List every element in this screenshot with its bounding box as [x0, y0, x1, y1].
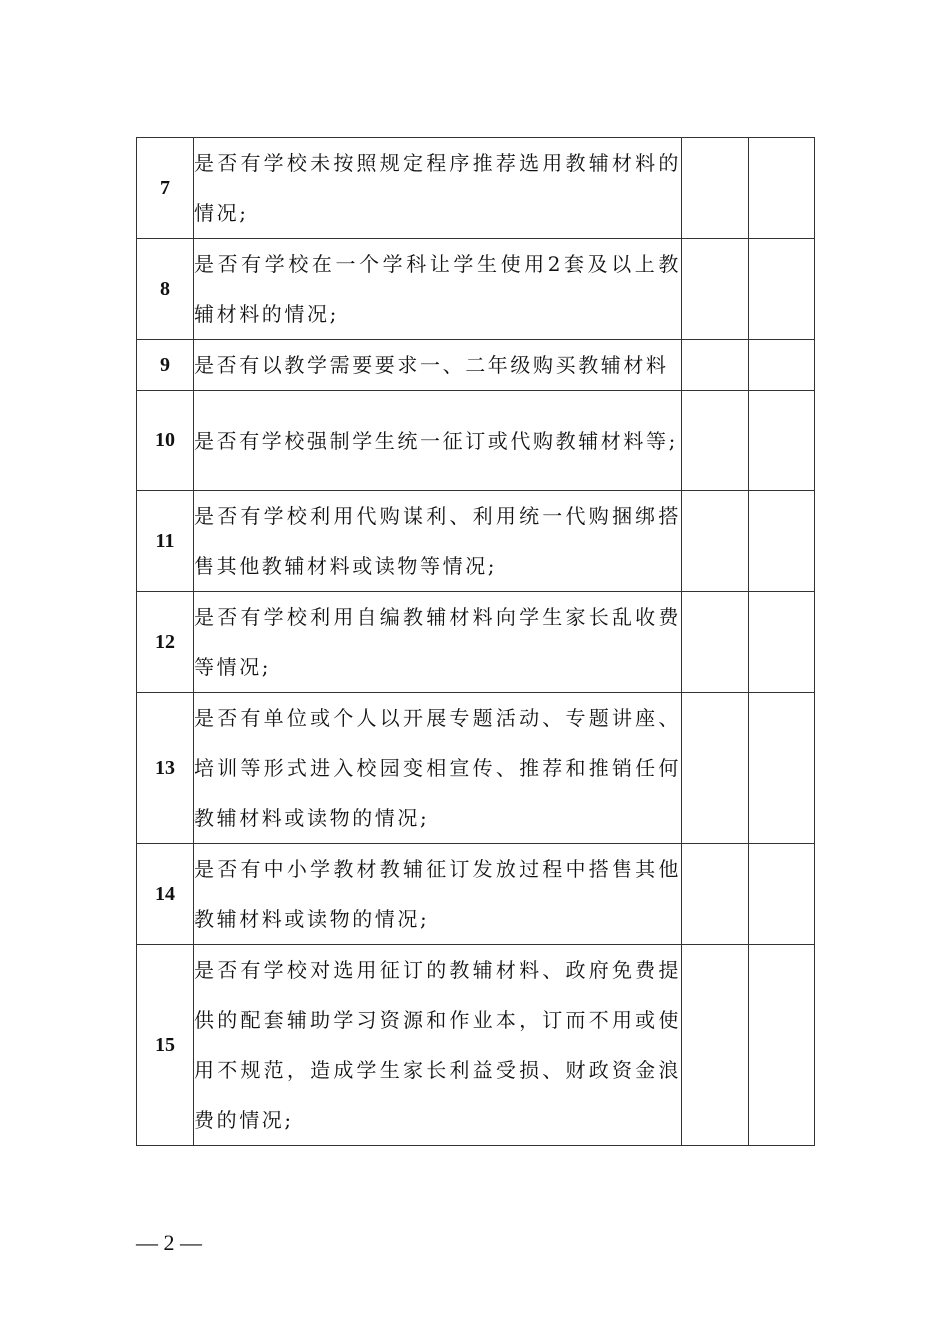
result-cell-a[interactable] [682, 138, 749, 239]
table-row [137, 592, 815, 693]
result-cell-a[interactable] [682, 945, 749, 1146]
check-item-text: 是否有学校利用自编教辅材料向学生家长乱收费等情况; [194, 592, 682, 693]
check-item-text: 是否有学校利用代购谋利、利用统一代购捆绑搭售其他教辅材料或读物等情况; [194, 491, 682, 592]
table-row [137, 491, 815, 592]
table-row [137, 844, 815, 945]
result-cell-a[interactable] [682, 391, 749, 491]
table-row [137, 239, 815, 340]
result-cell-a[interactable] [682, 239, 749, 340]
inspection-checklist-table [136, 137, 815, 1146]
result-cell-b[interactable] [749, 491, 815, 592]
row-number: 9 [137, 340, 194, 391]
check-item-text: 是否有学校在一个学科让学生使用2套及以上教辅材料的情况; [194, 239, 682, 340]
result-cell-b[interactable] [749, 340, 815, 391]
check-item-text: 是否有学校对选用征订的教辅材料、政府免费提供的配套辅助学习资源和作业本，订而不用或使用不规范，造成学生家长利益受损、财政资金浪费的情况; [194, 945, 682, 1146]
row-number: 12 [137, 592, 194, 693]
check-item-text: 是否有学校未按照规定程序推荐选用教辅材料的情况; [194, 138, 682, 239]
result-cell-a[interactable] [682, 592, 749, 693]
table-row [137, 945, 815, 1146]
row-number: 10 [137, 391, 194, 491]
result-cell-a[interactable] [682, 491, 749, 592]
table-row [137, 693, 815, 844]
row-number: 15 [137, 945, 194, 1146]
row-number: 14 [137, 844, 194, 945]
table-row [137, 391, 815, 491]
check-item-text: 是否有学校强制学生统一征订或代购教辅材料等; [194, 391, 682, 491]
result-cell-b[interactable] [749, 945, 815, 1146]
result-cell-b[interactable] [749, 138, 815, 239]
row-number: 11 [137, 491, 194, 592]
table-row [137, 340, 815, 391]
result-cell-b[interactable] [749, 239, 815, 340]
check-item-text: 是否有中小学教材教辅征订发放过程中搭售其他教辅材料或读物的情况; [194, 844, 682, 945]
row-number: 7 [137, 138, 194, 239]
result-cell-a[interactable] [682, 340, 749, 391]
row-number: 8 [137, 239, 194, 340]
result-cell-b[interactable] [749, 693, 815, 844]
result-cell-b[interactable] [749, 844, 815, 945]
result-cell-a[interactable] [682, 693, 749, 844]
page-number: — 2 — [136, 1230, 202, 1255]
check-item-text: 是否有以教学需要要求一、二年级购买教辅材料 [194, 340, 682, 391]
result-cell-b[interactable] [749, 391, 815, 491]
check-item-text: 是否有单位或个人以开展专题活动、专题讲座、培训等形式进入校园变相宣传、推荐和推销任何教辅材料或读物的情况; [194, 693, 682, 844]
table-row [137, 138, 815, 239]
result-cell-a[interactable] [682, 844, 749, 945]
result-cell-b[interactable] [749, 592, 815, 693]
row-number: 13 [137, 693, 194, 844]
